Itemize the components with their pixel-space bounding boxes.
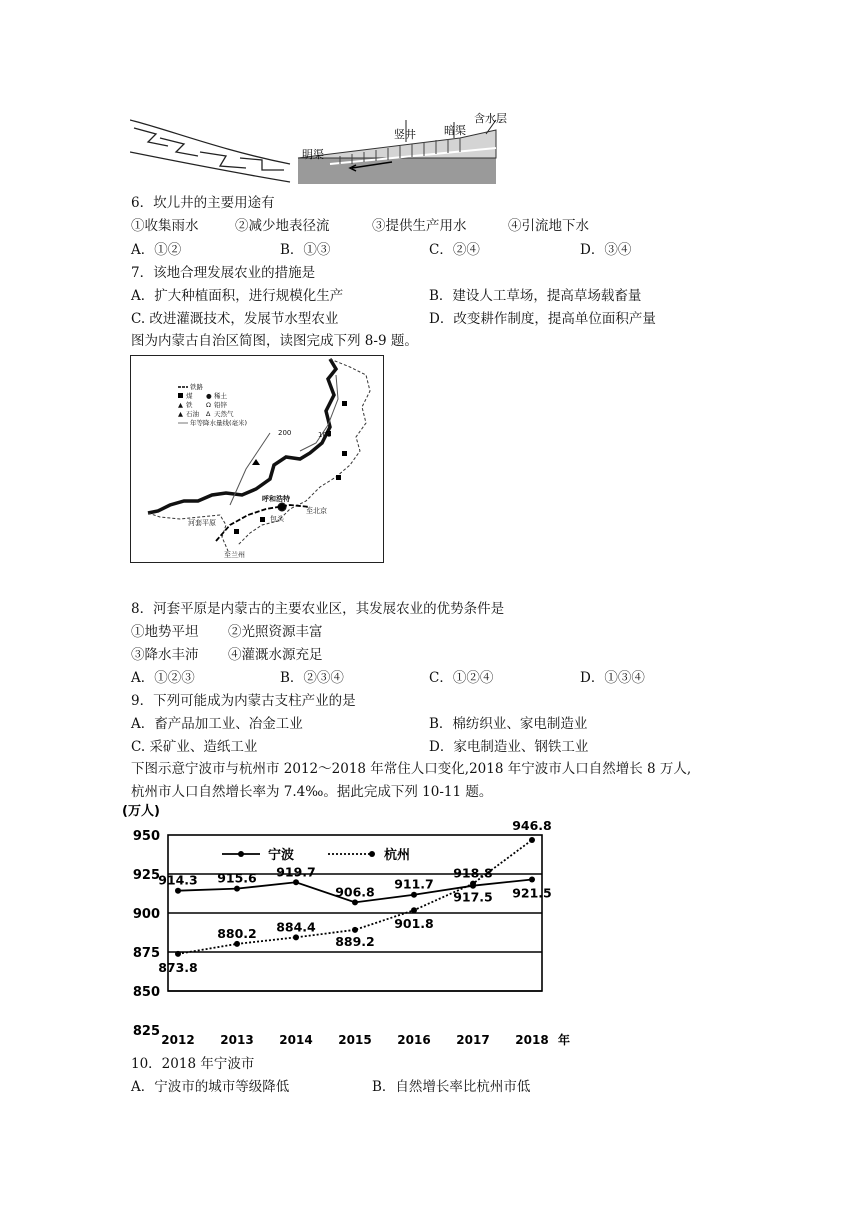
data-label-ningbo: 906.8 bbox=[335, 884, 375, 900]
legend-gas: 天然气 bbox=[214, 410, 234, 418]
data-point-hangzhou bbox=[234, 941, 240, 947]
y-axis-label: (万人) bbox=[122, 804, 160, 819]
data-point-ningbo bbox=[411, 892, 417, 898]
intro-10-11-line2: 杭州市人口自然增长率为 7.4‰。据此完成下列 10-11 题。 bbox=[131, 784, 493, 800]
q6-item-1: ①收集雨水 bbox=[131, 218, 199, 234]
x-tick-label: 2017 bbox=[456, 1033, 490, 1047]
isohyet-label-100: 100 bbox=[318, 431, 332, 439]
q8-stem: 8．河套平原是内蒙古的主要农业区，其发展农业的优势条件是 bbox=[131, 601, 505, 617]
q6-stem: 6．坎儿井的主要用途有 bbox=[131, 195, 275, 211]
population-chart bbox=[120, 800, 570, 1050]
q6-item-3: ③提供生产用水 bbox=[372, 218, 467, 234]
y-tick-label: 950 bbox=[132, 829, 160, 844]
data-label-ningbo: 911.7 bbox=[394, 876, 434, 892]
data-label-hangzhou: 884.4 bbox=[276, 919, 316, 935]
y-tick-label: 850 bbox=[132, 985, 160, 1000]
legend-oil: 石油 bbox=[186, 410, 199, 418]
data-point-ningbo bbox=[352, 899, 358, 905]
data-label-ningbo: 917.5 bbox=[453, 889, 493, 905]
q8-option-a: A．①②③ bbox=[131, 670, 195, 686]
legend-railway: 铁路 bbox=[190, 383, 203, 391]
legend-rare-earth: 稀土 bbox=[214, 392, 227, 400]
y-tick-label: 875 bbox=[132, 946, 160, 961]
intro-8-9: 图为内蒙古自治区简图，读图完成下列 8-9 题。 bbox=[131, 333, 418, 349]
q6-option-d: D．③④ bbox=[580, 242, 632, 258]
svg-text:Ω: Ω bbox=[206, 401, 211, 409]
q6-option-c: C．②④ bbox=[429, 242, 480, 258]
q10-stem: 10．2018 年宁波市 bbox=[131, 1056, 255, 1072]
x-tick-label: 2013 bbox=[220, 1033, 254, 1047]
q6-option-b: B．①③ bbox=[280, 242, 331, 258]
q9-option-b: B．棉纺织业、家电制造业 bbox=[429, 716, 588, 732]
data-label-hangzhou: 873.8 bbox=[158, 959, 198, 975]
data-point-ningbo bbox=[529, 876, 535, 882]
x-tick-label: 2016 bbox=[397, 1033, 431, 1047]
label-aquifer: 含水层 bbox=[474, 112, 507, 125]
svg-text:●: ● bbox=[206, 392, 212, 400]
place-baotou: 包头 bbox=[270, 515, 284, 523]
x-tick-label: 2018 bbox=[515, 1033, 549, 1047]
data-point-hangzhou bbox=[470, 881, 476, 887]
coal-icon bbox=[342, 401, 347, 406]
svg-text:∆: ∆ bbox=[206, 410, 211, 418]
data-label-ningbo: 919.7 bbox=[276, 864, 316, 880]
isohyet-label-200: 200 bbox=[278, 429, 292, 437]
data-label-ningbo: 915.6 bbox=[217, 870, 257, 886]
karez-figure bbox=[130, 112, 530, 188]
q8-item-4: ④灌溉水源充足 bbox=[228, 647, 323, 663]
svg-text:▲: ▲ bbox=[178, 401, 183, 409]
karez-plan-sketch bbox=[130, 120, 290, 182]
q10-option-b: B．自然增长率比杭州市低 bbox=[372, 1079, 531, 1095]
data-label-hangzhou: 889.2 bbox=[335, 933, 375, 949]
x-axis-suffix: 年 bbox=[558, 1033, 570, 1047]
label-open-canal: 明渠 bbox=[302, 148, 324, 161]
q6-option-a: A．①② bbox=[131, 242, 182, 258]
q8-option-d: D．①③④ bbox=[580, 670, 645, 686]
place-to-beijing: 至北京 bbox=[306, 507, 327, 515]
y-tick-label: 900 bbox=[132, 907, 160, 922]
coal-icon bbox=[260, 517, 265, 522]
data-point-hangzhou bbox=[529, 837, 535, 843]
q9-option-d: D．家电制造业、钢铁工业 bbox=[429, 739, 589, 755]
q8-item-2: ②光照资源丰富 bbox=[228, 624, 323, 640]
data-point-ningbo bbox=[293, 879, 299, 885]
place-to-lanzhou: 至兰州 bbox=[224, 551, 245, 559]
q8-option-c: C．①②④ bbox=[429, 670, 494, 686]
q7-option-a: A．扩大种植面积，进行规模化生产 bbox=[131, 288, 344, 304]
legend-coal: 煤 bbox=[186, 392, 193, 400]
coal-icon bbox=[234, 529, 239, 534]
x-tick-label: 2014 bbox=[279, 1033, 313, 1047]
legend-isohyet: 年等降水量线(毫米) bbox=[190, 419, 248, 427]
data-label-ningbo: 921.5 bbox=[512, 885, 552, 901]
data-label-hangzhou: 918.8 bbox=[453, 865, 493, 881]
data-label-hangzhou: 880.2 bbox=[217, 925, 257, 941]
q7-option-d: D．改变耕作制度，提高单位面积产量 bbox=[429, 311, 656, 327]
q7-option-b: B．建设人工草场，提高草场载畜量 bbox=[429, 288, 642, 304]
legend-marker-ningbo bbox=[238, 851, 244, 857]
legend-iron: 铁 bbox=[186, 401, 193, 409]
q7-stem: 7．该地合理发展农业的措施是 bbox=[131, 265, 316, 281]
q8-option-b: B．②③④ bbox=[280, 670, 344, 686]
q7-option-c: C. 改进灌溉技术，发展节水型农业 bbox=[131, 311, 339, 327]
data-point-ningbo bbox=[234, 886, 240, 892]
q6-item-4: ④引流地下水 bbox=[508, 218, 589, 234]
q8-item-3: ③降水丰沛 bbox=[131, 647, 199, 663]
data-point-hangzhou bbox=[175, 951, 181, 957]
data-label-ningbo: 914.3 bbox=[158, 872, 198, 888]
data-point-hangzhou bbox=[411, 907, 417, 913]
y-tick-label: 925 bbox=[132, 868, 160, 883]
legend-marker-hangzhou bbox=[369, 851, 375, 857]
legend-lead-zinc: 铅锌 bbox=[214, 401, 227, 409]
data-point-ningbo bbox=[175, 888, 181, 894]
q9-option-c: C. 采矿业、造纸工业 bbox=[131, 739, 258, 755]
svg-text:▲: ▲ bbox=[178, 410, 183, 418]
q8-item-1: ①地势平坦 bbox=[131, 624, 199, 640]
data-point-hangzhou bbox=[293, 934, 299, 940]
q6-item-2: ②减少地表径流 bbox=[235, 218, 330, 234]
intro-10-11-line1: 下图示意宁波市与杭州市 2012～2018 年常住人口变化,2018 年宁波市人口自然增长 8 万人, bbox=[131, 761, 692, 777]
q9-stem: 9．下列可能成为内蒙古支柱产业的是 bbox=[131, 693, 356, 709]
inner-mongolia-map bbox=[130, 355, 384, 563]
label-hidden-canal: 暗渠 bbox=[444, 124, 466, 137]
x-tick-label: 2015 bbox=[338, 1033, 372, 1047]
data-label-hangzhou: 901.8 bbox=[394, 916, 434, 932]
y-tick-label: 825 bbox=[132, 1024, 160, 1039]
place-hetao-plain: 河套平原 bbox=[188, 519, 216, 527]
data-point-hangzhou bbox=[352, 927, 358, 933]
place-hohhot: 呼和浩特 bbox=[262, 495, 290, 503]
legend-label-hangzhou: 杭州 bbox=[384, 848, 411, 863]
label-shaft: 竖井 bbox=[394, 128, 416, 141]
data-label-hangzhou: 946.8 bbox=[512, 817, 552, 833]
q9-option-a: A．畜产品加工业、冶金工业 bbox=[131, 716, 303, 732]
q10-option-a: A．宁波市的城市等级降低 bbox=[131, 1079, 290, 1095]
x-tick-label: 2012 bbox=[161, 1033, 195, 1047]
legend-label-ningbo: 宁波 bbox=[268, 848, 295, 863]
coal-icon bbox=[336, 475, 341, 480]
coal-icon bbox=[342, 451, 347, 456]
iron-icon bbox=[279, 504, 286, 511]
